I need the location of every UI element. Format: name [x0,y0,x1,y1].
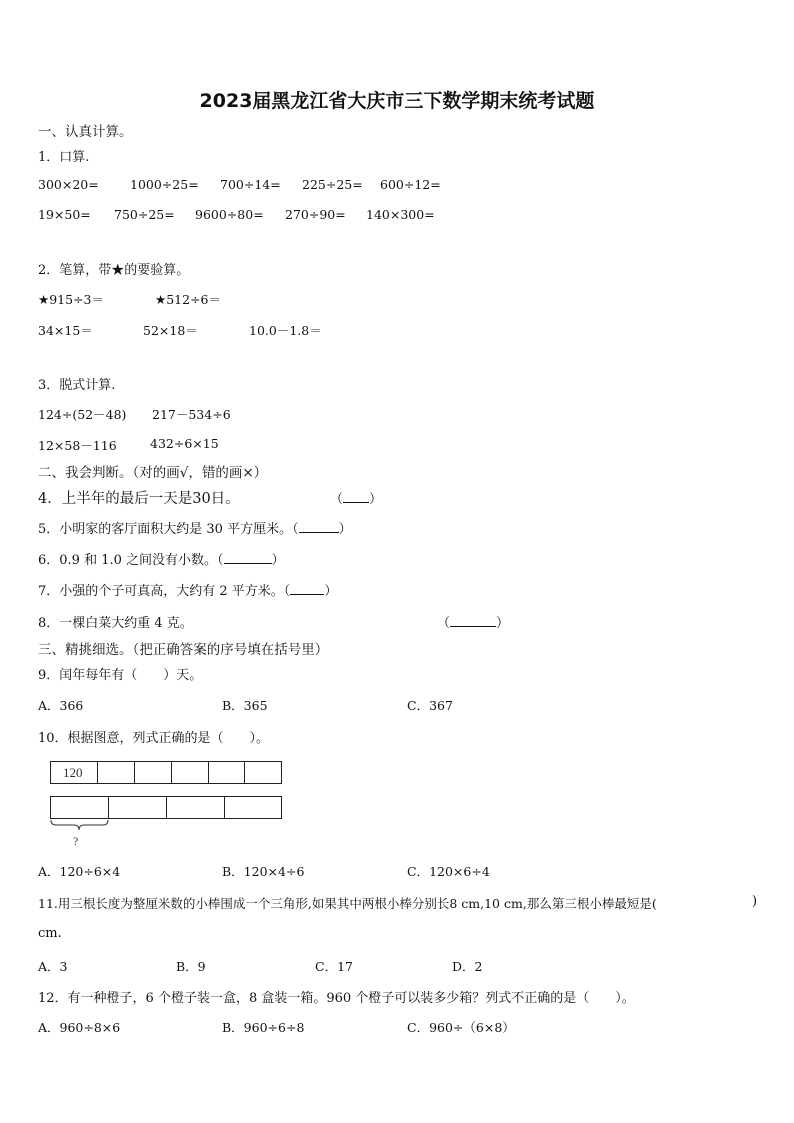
answer-blank[interactable] [343,491,369,503]
q10: 10．根据图意，列式正确的是（ ）。 [38,731,270,746]
option-c[interactable]: C．17 [315,959,353,974]
answer-blank[interactable] [299,521,339,533]
option-a[interactable]: A．120÷6×4 [38,864,121,879]
q11: 11.用三根长度为整厘米数的小棒围成一个三角形,如果其中两根小棒分别长8 cm,10 cm,那么第三根小棒最短是( [38,896,657,911]
paren-close: ） [496,616,510,631]
q2-row-1 [0,290,794,308]
q1-expr: 270÷90= [285,207,346,222]
option-b[interactable]: B．365 [222,698,268,713]
option-d[interactable]: D．2 [452,959,483,974]
q8: 8．一棵白菜大约重 4 克。 [38,616,193,631]
q11-options [0,957,794,975]
q9-options [0,696,794,714]
diagram-brace-label: ? [73,834,79,848]
diagram-top-cell [50,761,98,784]
q1-expr: 300×20= [38,177,99,192]
diagram-brace [50,819,110,833]
q2-expr: ★512÷6＝ [155,292,221,307]
answer-blank[interactable] [290,583,324,595]
option-b[interactable]: B．960÷6÷8 [222,1020,305,1035]
q11-line-2: cm. [38,926,62,941]
q1-row-2 [0,207,794,225]
q2-expr: 10.0－1.8＝ [249,323,322,338]
q11-paren-close: ) [752,894,758,909]
q12-options [0,1018,794,1036]
q2-expr: ★915÷3＝ [38,292,104,307]
q1-expr: 140×300= [366,207,435,222]
q3-expr: 432÷6×15 [150,436,219,451]
q4-answer-bracket[interactable] [330,488,382,507]
paren-open: （ [330,492,344,507]
q1-label: 1．口算. [38,150,90,165]
section-1-heading: 一、认真计算。 [38,124,133,140]
q1-expr: 19×50= [38,207,91,222]
diagram-top-cell [134,761,172,784]
paren-close: ） [324,584,338,599]
diagram-bottom-cell [166,796,225,819]
diagram-top-label: 120 [63,765,83,780]
paren-close: ） [338,522,352,537]
option-b[interactable]: B．9 [176,959,206,974]
q6-line [38,549,285,568]
q5: 5．小明家的客厅面积大约是 30 平方厘米。（ [38,522,299,537]
q1-expr: 1000÷25= [130,177,199,192]
diagram-bottom-cell [50,796,109,819]
option-a[interactable]: A．960÷8×6 [38,1020,121,1035]
q3-row-1 [0,405,794,423]
option-a[interactable]: A．366 [38,698,84,713]
q3-expr: 217－534÷6 [152,407,231,422]
section-3-heading: 三、精挑细选。（把正确答案的序号填在括号里） [38,642,329,658]
q10-options [0,862,794,880]
section-2-heading: 二、我会判断。（对的画√，错的画×） [38,465,268,481]
q3-row-2 [0,436,794,454]
q1-row-1 [0,177,794,195]
q6: 6．0.9 和 1.0 之间没有小数。（ [38,553,224,568]
q8-answer-bracket[interactable] [437,612,509,631]
option-b[interactable]: B．120×4÷6 [222,864,305,879]
diagram-bottom-cell [108,796,167,819]
q5-line [38,518,352,537]
q4: 4．上半年的最后一天是30日。 [38,491,240,507]
q2-expr: 34×15＝ [38,323,93,338]
diagram-bottom-cell [224,796,282,819]
q2-label: 2．笔算，带★的要验算。 [38,263,190,278]
q12: 12．有一种橙子，6 个橙子装一盒，8 盒装一箱。960 个橙子可以装多少箱？列式不正确的是（ ）。 [38,991,635,1006]
diagram-top-cell [208,761,245,784]
q3-label: 3．脱式计算. [38,378,116,393]
paren-open: （ [437,616,451,631]
q3-expr: 124÷(52－48) [38,407,127,422]
q2-expr: 52×18＝ [143,323,198,338]
option-c[interactable]: C．120×6÷4 [407,864,490,879]
q1-expr: 9600÷80= [195,207,264,222]
option-c[interactable]: C．960÷（6×8） [407,1020,515,1035]
diagram-top-cell [171,761,209,784]
q9: 9．闰年每年有（ ）天。 [38,668,203,683]
option-c[interactable]: C．367 [407,698,453,713]
paren-close: ） [271,553,285,568]
answer-blank[interactable] [224,552,272,564]
q7-line [38,580,337,599]
q1-expr: 225÷25= [302,177,363,192]
paren-close: ） [369,492,383,507]
diagram-top-cell [97,761,135,784]
q7: 7．小强的个子可真高，大约有 2 平方米。（ [38,584,291,599]
diagram-top-cell [244,761,282,784]
page-title: 2023届黑龙江省大庆市三下数学期末统考试题 [199,90,595,112]
answer-blank[interactable] [450,615,496,627]
q3-expr: 12×58－116 [38,438,117,453]
q1-expr: 600÷12= [380,177,441,192]
q10-diagram [50,761,282,851]
option-a[interactable]: A．3 [38,959,68,974]
q1-expr: 750÷25= [114,207,175,222]
q2-row-2 [0,321,794,339]
q1-expr: 700÷14= [220,177,281,192]
